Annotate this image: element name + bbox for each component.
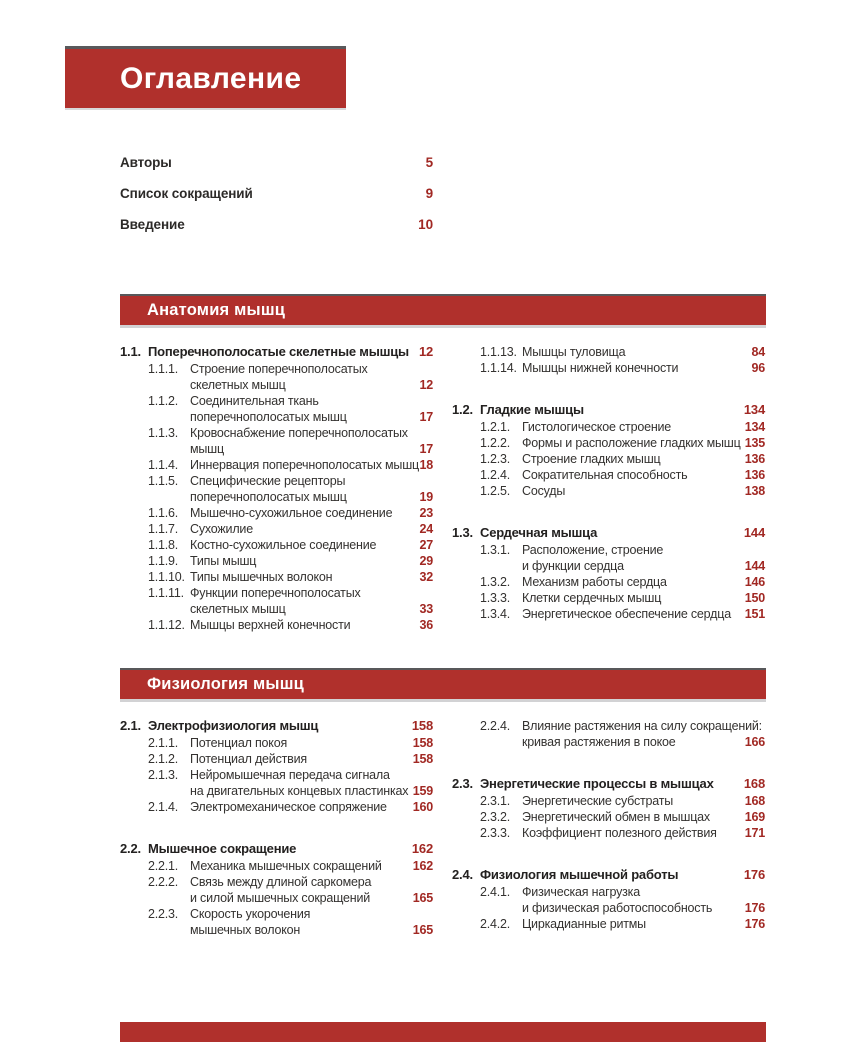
front-matter-list bbox=[120, 156, 433, 249]
toc-entry-page: 176 bbox=[744, 917, 765, 931]
toc-column-left bbox=[120, 718, 433, 938]
toc-entry-number: 1.3. bbox=[452, 525, 473, 540]
toc-entry-page: 12 bbox=[418, 344, 433, 359]
toc-entry-page: 32 bbox=[419, 570, 433, 584]
toc-entry-page: 162 bbox=[411, 841, 433, 856]
toc-entry-number: 1.3.3. bbox=[480, 591, 511, 605]
toc-entry-title-line: на двигательных концевых пластинках bbox=[190, 784, 409, 798]
toc-column-left bbox=[120, 344, 433, 633]
toc-entry-page: 158 bbox=[411, 718, 433, 733]
toc-entry-page: 165 bbox=[412, 923, 433, 937]
toc-entry-title-line: Иннервация поперечнополосатых мышц bbox=[190, 458, 419, 472]
toc-entry bbox=[452, 825, 765, 841]
toc-entry bbox=[452, 590, 765, 606]
toc-entry-page: 19 bbox=[419, 490, 433, 504]
toc-entry-title bbox=[522, 809, 739, 825]
toc-entry-page: 17 bbox=[419, 410, 433, 424]
toc-entry-title-line: Коэффициент полезного действия bbox=[522, 826, 717, 840]
toc-entry-page: 12 bbox=[419, 378, 433, 392]
toc-entry-title bbox=[522, 467, 739, 483]
toc-entry-title-line: Мышечное сокращение bbox=[148, 841, 297, 856]
toc-entry-number: 1.1.3. bbox=[148, 426, 179, 440]
toc-entry bbox=[452, 525, 765, 541]
front-matter-page: 9 bbox=[425, 186, 433, 201]
toc-entry-title-line: поперечнополосатых мышц bbox=[190, 490, 347, 504]
toc-entry-number: 1.1.4. bbox=[148, 458, 179, 472]
toc-entry-title bbox=[522, 360, 745, 376]
toc-entry-page: 146 bbox=[744, 575, 765, 589]
toc-entry-title bbox=[522, 451, 739, 467]
toc-entry-title bbox=[190, 858, 407, 874]
toc-entry-number: 2.2.4. bbox=[480, 719, 511, 733]
toc-entry bbox=[120, 361, 433, 393]
toc-entry bbox=[120, 718, 433, 734]
toc-entry-title bbox=[148, 841, 406, 857]
toc-entry-title-line: Строение гладких мышц bbox=[522, 452, 661, 466]
toc-entry-number: 2.3.1. bbox=[480, 794, 511, 808]
toc-entry-title bbox=[522, 590, 739, 606]
toc-entry-title-line: Типы мышечных волокон bbox=[190, 570, 333, 584]
toc-entry-page: 151 bbox=[744, 607, 765, 621]
toc-entry-title-line: Мышцы нижней конечности bbox=[522, 361, 679, 375]
toc-entry-title bbox=[522, 825, 739, 841]
toc-entry bbox=[120, 906, 433, 938]
toc-entry-title-line: Энергетические субстраты bbox=[522, 794, 674, 808]
page-title: Оглавление bbox=[120, 61, 302, 95]
toc-entry-title-line: Энергетический обмен в мышцах bbox=[522, 810, 710, 824]
toc-entry-number: 1.3.4. bbox=[480, 607, 511, 621]
section-anatomy bbox=[0, 294, 850, 633]
toc-entry-title bbox=[190, 767, 407, 799]
section-physiology bbox=[0, 668, 850, 938]
toc-entry bbox=[120, 751, 433, 767]
toc-entry bbox=[120, 393, 433, 425]
toc-entry-title-line: Сосуды bbox=[522, 484, 566, 498]
toc-entry-number: 1.2.2. bbox=[480, 436, 511, 450]
toc-entry-title bbox=[190, 425, 413, 457]
toc-entry-page: 158 bbox=[412, 752, 433, 766]
toc-entry-title bbox=[522, 793, 739, 809]
toc-entry-number: 1.1. bbox=[120, 344, 141, 359]
toc-entry bbox=[452, 916, 765, 932]
toc-entry-page: 136 bbox=[744, 452, 765, 466]
toc-entry-title-line: Циркадианные ритмы bbox=[522, 917, 646, 931]
toc-entry-title-line: Соединительная ткань bbox=[190, 394, 319, 408]
toc-entry-number: 2.3.2. bbox=[480, 810, 511, 824]
toc-entry-title-line: и силой мышечных сокращений bbox=[190, 891, 371, 905]
toc-entry bbox=[452, 776, 765, 792]
toc-entry bbox=[452, 435, 765, 451]
toc-entry bbox=[120, 858, 433, 874]
toc-entry-title bbox=[148, 718, 406, 734]
title-banner bbox=[65, 46, 346, 108]
toc-entry-title-line: Электромеханическое сопряжение bbox=[190, 800, 387, 814]
toc-entry-title-line: Расположение, строение bbox=[522, 543, 664, 557]
toc-entry bbox=[120, 425, 433, 457]
bottom-rule bbox=[120, 1022, 766, 1042]
toc-entry-title-line: Сократительная способность bbox=[522, 468, 688, 482]
front-matter-entry bbox=[120, 156, 433, 170]
toc-entry-page: 176 bbox=[744, 901, 765, 915]
toc-entry-title-line: скелетных мышц bbox=[190, 378, 286, 392]
toc-entry-number: 2.3. bbox=[452, 776, 473, 791]
toc-entry-page: 159 bbox=[412, 784, 433, 798]
toc-entry-title-line: Связь между длиной саркомера bbox=[190, 875, 372, 889]
toc-entry-number: 2.2. bbox=[120, 841, 141, 856]
toc-entry bbox=[452, 718, 765, 750]
toc-entry bbox=[120, 505, 433, 521]
toc-entry-title bbox=[522, 483, 739, 499]
toc-entry-title bbox=[522, 344, 745, 360]
toc-entry bbox=[452, 542, 765, 574]
toc-entry-title bbox=[190, 521, 413, 537]
toc-entry-title-line: Потенциал покоя bbox=[190, 736, 288, 750]
toc-entry-title-line: и функции сердца bbox=[522, 559, 624, 573]
toc-entry-title bbox=[190, 473, 413, 505]
toc-entry-number: 2.1.4. bbox=[148, 800, 179, 814]
toc-entry-title bbox=[190, 751, 407, 767]
toc-entry-title-line: Мышцы верхней конечности bbox=[190, 618, 351, 632]
toc-entry-title bbox=[522, 606, 739, 622]
toc-entry bbox=[120, 735, 433, 751]
toc-entry-number: 1.1.10. bbox=[148, 570, 185, 584]
toc-entry-page: 168 bbox=[744, 794, 765, 808]
toc-entry-number: 2.1.3. bbox=[148, 768, 179, 782]
toc-entry-title-line: Скорость укорочения bbox=[190, 907, 311, 921]
toc-entry-page: 134 bbox=[743, 402, 765, 417]
toc-entry-page: 144 bbox=[744, 559, 765, 573]
toc-entry-title-line: скелетных мышц bbox=[190, 602, 286, 616]
toc-entry-title bbox=[522, 435, 739, 451]
toc-entry bbox=[452, 467, 765, 483]
toc-entry-number: 1.1.7. bbox=[148, 522, 179, 536]
toc-entry-title-line: Функции поперечнополосатых bbox=[190, 586, 361, 600]
toc-entry bbox=[120, 585, 433, 617]
toc-entry-title-line: Энергетические процессы в мышцах bbox=[480, 776, 714, 791]
toc-entry-title bbox=[522, 884, 739, 916]
toc-entry-page: 23 bbox=[419, 506, 433, 520]
toc-entry-number: 1.1.11. bbox=[148, 586, 184, 600]
toc-entry-number: 2.4. bbox=[452, 867, 473, 882]
toc-column-right bbox=[452, 718, 765, 938]
toc-entry bbox=[452, 451, 765, 467]
section-banner-label: Физиология мышц bbox=[147, 675, 305, 693]
toc-entry bbox=[120, 841, 433, 857]
toc-entry bbox=[452, 483, 765, 499]
toc-entry-number: 1.3.1. bbox=[480, 543, 511, 557]
toc-entry-number: 1.2.5. bbox=[480, 484, 511, 498]
toc-entry-title-line: Поперечнополосатые скелетные мышцы bbox=[148, 344, 409, 359]
toc-entry bbox=[452, 606, 765, 622]
toc-entry bbox=[120, 569, 433, 585]
toc-entry bbox=[120, 457, 433, 473]
front-matter-label: Введение bbox=[120, 217, 185, 232]
toc-entry-page: 96 bbox=[751, 361, 765, 375]
toc-entry-title bbox=[480, 525, 738, 541]
toc-entry-page: 160 bbox=[412, 800, 433, 814]
toc-entry-title-line: Нейромышечная передача сигнала bbox=[190, 768, 390, 782]
toc-entry-number: 1.1.12. bbox=[148, 618, 185, 632]
front-matter-label: Авторы bbox=[120, 155, 172, 170]
toc-entry-title bbox=[190, 505, 413, 521]
toc-entry-page: 18 bbox=[419, 458, 433, 472]
toc-entry-title-line: Клетки сердечных мышц bbox=[522, 591, 662, 605]
toc-entry-title-line: Строение поперечнополосатых bbox=[190, 362, 368, 376]
toc-entry-title-line: Энергетическое обеспечение сердца bbox=[522, 607, 731, 621]
toc-entry-title-line: Типы мышц bbox=[190, 554, 257, 568]
toc-entry bbox=[120, 767, 433, 799]
toc-entry-title bbox=[190, 617, 413, 633]
toc-entry-title bbox=[190, 553, 413, 569]
toc-entry-title-line: и физическая работоспособность bbox=[522, 901, 713, 915]
toc-entry-title-line: Мышцы туловища bbox=[522, 345, 626, 359]
front-matter-entry bbox=[120, 187, 433, 201]
toc-entry-title-line: Потенциал действия bbox=[190, 752, 307, 766]
toc-entry-title-line: Сердечная мышца bbox=[480, 525, 598, 540]
toc-entry bbox=[452, 809, 765, 825]
toc-entry-number: 1.1.9. bbox=[148, 554, 179, 568]
toc-entry-number: 1.1.5. bbox=[148, 474, 179, 488]
toc-entry-page: 168 bbox=[743, 776, 765, 791]
toc-entry bbox=[452, 419, 765, 435]
toc-entry-page: 136 bbox=[744, 468, 765, 482]
toc-entry-title bbox=[190, 537, 413, 553]
toc-entry-page: 36 bbox=[419, 618, 433, 632]
toc-entry-page: 144 bbox=[743, 525, 765, 540]
toc-entry bbox=[120, 553, 433, 569]
toc-entry-page: 158 bbox=[412, 736, 433, 750]
toc-entry bbox=[452, 402, 765, 418]
toc-entry-title bbox=[190, 874, 407, 906]
toc-entry-number: 1.2.4. bbox=[480, 468, 511, 482]
toc-entry-title bbox=[522, 574, 739, 590]
toc-entry-number: 2.4.1. bbox=[480, 885, 511, 899]
toc-entry-number: 2.2.1. bbox=[148, 859, 179, 873]
toc-entry-number: 1.1.13. bbox=[480, 345, 517, 359]
toc-columns bbox=[120, 344, 766, 633]
toc-entry-number: 2.2.2. bbox=[148, 875, 179, 889]
toc-entry-number: 2.2.3. bbox=[148, 907, 179, 921]
toc-entry-number: 1.3.2. bbox=[480, 575, 511, 589]
toc-entry-title-line: Физиология мышечной работы bbox=[480, 867, 679, 882]
toc-entry-page: 176 bbox=[743, 867, 765, 882]
toc-entry-title bbox=[190, 361, 413, 393]
toc-entry-page: 27 bbox=[419, 538, 433, 552]
toc-entry-title-line: Костно-сухожильное соединение bbox=[190, 538, 377, 552]
toc-column-right bbox=[452, 344, 765, 633]
toc-entry-title bbox=[190, 457, 419, 473]
toc-entry-number: 1.2. bbox=[452, 402, 473, 417]
toc-entry bbox=[120, 537, 433, 553]
toc-entry-title-line: Механика мышечных сокращений bbox=[190, 859, 382, 873]
toc-entry-title-line: Физическая нагрузка bbox=[522, 885, 640, 899]
toc-entry bbox=[452, 793, 765, 809]
toc-entry-title-line: Специфические рецепторы bbox=[190, 474, 346, 488]
toc-entry-page: 150 bbox=[744, 591, 765, 605]
toc-entry-number: 2.4.2. bbox=[480, 917, 511, 931]
toc-entry-page: 171 bbox=[744, 826, 765, 840]
toc-entry-title-line: Кровоснабжение поперечнополосатых bbox=[190, 426, 408, 440]
toc-entry-page: 135 bbox=[744, 436, 765, 450]
toc-entry-number: 1.2.3. bbox=[480, 452, 511, 466]
toc-entry-page: 165 bbox=[412, 891, 433, 905]
toc-entry-number: 1.1.1. bbox=[148, 362, 179, 376]
toc-entry-title-line: поперечнополосатых мышц bbox=[190, 410, 347, 424]
toc-entry-title-line: кривая растяжения в покое bbox=[522, 735, 676, 749]
toc-entry bbox=[120, 799, 433, 815]
toc-entry-title bbox=[480, 867, 738, 883]
toc-entry-title bbox=[522, 916, 739, 932]
toc-entry-page: 166 bbox=[744, 735, 765, 749]
toc-entry bbox=[452, 884, 765, 916]
toc-entry-page: 29 bbox=[419, 554, 433, 568]
toc-entry-number: 1.2.1. bbox=[480, 420, 511, 434]
toc-entry-title bbox=[522, 542, 739, 574]
toc-entry bbox=[452, 867, 765, 883]
front-matter-entry bbox=[120, 218, 433, 232]
section-banner-anatomy bbox=[120, 294, 766, 325]
toc-entry-title-line: Формы и расположение гладких мышц bbox=[522, 436, 741, 450]
toc-entry-title-line: Влияние растяжения на силу сокращений: bbox=[522, 719, 762, 733]
toc-entry-page: 162 bbox=[412, 859, 433, 873]
toc-entry-title bbox=[190, 799, 407, 815]
toc-entry bbox=[452, 574, 765, 590]
toc-entry bbox=[120, 521, 433, 537]
toc-entry-title-line: Гладкие мышцы bbox=[480, 402, 584, 417]
toc-entry-number: 1.1.8. bbox=[148, 538, 179, 552]
toc-entry-page: 33 bbox=[419, 602, 433, 616]
toc-entry-page: 169 bbox=[744, 810, 765, 824]
toc-entry bbox=[120, 617, 433, 633]
toc-entry-title bbox=[190, 393, 413, 425]
toc-columns bbox=[120, 718, 766, 938]
toc-entry-number: 1.1.14. bbox=[480, 361, 517, 375]
section-banner-label: Анатомия мышц bbox=[147, 301, 286, 319]
toc-entry-title-line: Гистологическое строение bbox=[522, 420, 672, 434]
toc-entry bbox=[452, 344, 765, 360]
toc-entry-title bbox=[190, 585, 413, 617]
section-banner-physiology bbox=[120, 668, 766, 699]
toc-entry-number: 2.3.3. bbox=[480, 826, 511, 840]
toc-entry-page: 134 bbox=[744, 420, 765, 434]
toc-entry-title bbox=[190, 906, 407, 938]
front-matter-page: 5 bbox=[425, 155, 433, 170]
toc-entry-title-line: Электрофизиология мышц bbox=[148, 718, 319, 733]
toc-entry-title-line: Механизм работы сердца bbox=[522, 575, 667, 589]
toc-entry-title-line: мышц bbox=[190, 442, 224, 456]
toc-entry bbox=[452, 360, 765, 376]
toc-entry-number: 2.1.1. bbox=[148, 736, 179, 750]
toc-entry-title-line: Мышечно-сухожильное соединение bbox=[190, 506, 393, 520]
toc-entry-number: 2.1. bbox=[120, 718, 141, 733]
toc-entry-title bbox=[480, 776, 738, 792]
toc-entry-number: 1.1.2. bbox=[148, 394, 179, 408]
toc-entry-title bbox=[190, 735, 407, 751]
toc-entry-title-line: Сухожилие bbox=[190, 522, 253, 536]
toc-entry-title bbox=[148, 344, 413, 360]
toc-entry bbox=[120, 344, 433, 360]
front-matter-page: 10 bbox=[418, 217, 433, 232]
front-matter-label: Список сокращений bbox=[120, 186, 253, 201]
toc-entry bbox=[120, 473, 433, 505]
toc-entry-page: 84 bbox=[751, 345, 765, 359]
toc-entry-number: 2.1.2. bbox=[148, 752, 179, 766]
toc-entry-page: 24 bbox=[419, 522, 433, 536]
toc-entry-number: 1.1.6. bbox=[148, 506, 179, 520]
toc-entry-title bbox=[522, 419, 739, 435]
toc-entry-title bbox=[190, 569, 413, 585]
toc-entry-title-line: мышечных волокон bbox=[190, 923, 301, 937]
toc-entry-title bbox=[480, 402, 738, 418]
toc-entry bbox=[120, 874, 433, 906]
toc-entry-page: 138 bbox=[744, 484, 765, 498]
toc-entry-page: 17 bbox=[419, 442, 433, 456]
